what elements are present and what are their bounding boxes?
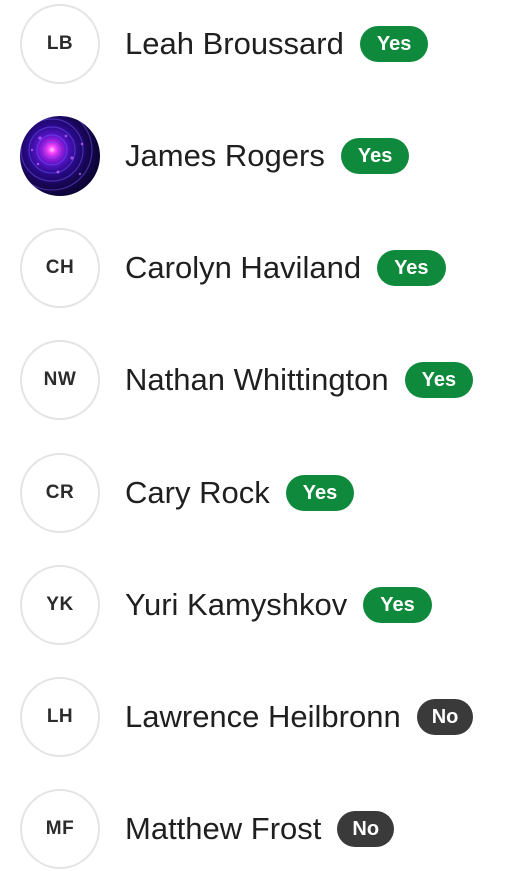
attendee-row[interactable] bbox=[0, 675, 517, 759]
status-badge: Yes bbox=[405, 362, 473, 398]
attendee-row[interactable] bbox=[0, 563, 517, 647]
attendee-name: Yuri Kamyshkov bbox=[125, 587, 348, 622]
attendee-name: Nathan Whittington bbox=[125, 362, 389, 397]
avatar: CR bbox=[20, 453, 100, 533]
avatar: MF bbox=[20, 789, 100, 869]
status-badge: No bbox=[337, 811, 394, 847]
avatar-photo bbox=[20, 116, 100, 196]
avatar: LH bbox=[20, 677, 100, 757]
avatar: CH bbox=[20, 228, 100, 308]
avatar: NW bbox=[20, 340, 100, 420]
avatar-photo-pattern bbox=[20, 116, 100, 196]
attendee-name: Cary Rock bbox=[125, 475, 270, 510]
attendee-row[interactable] bbox=[0, 451, 517, 535]
avatar: YK bbox=[20, 565, 100, 645]
attendee-row[interactable] bbox=[0, 114, 517, 198]
status-badge: Yes bbox=[377, 250, 445, 286]
status-badge: Yes bbox=[360, 26, 428, 62]
attendee-row[interactable] bbox=[0, 338, 517, 422]
avatar: LB bbox=[20, 4, 100, 84]
attendee-row[interactable] bbox=[0, 2, 517, 86]
attendee-name: Matthew Frost bbox=[125, 811, 322, 846]
attendee-name: Carolyn Haviland bbox=[125, 250, 362, 285]
status-badge: Yes bbox=[286, 475, 354, 511]
attendee-row[interactable] bbox=[0, 787, 517, 871]
attendee-name: Lawrence Heilbronn bbox=[125, 699, 401, 734]
attendee-row[interactable] bbox=[0, 226, 517, 310]
status-badge: Yes bbox=[363, 587, 431, 623]
attendee-name: James Rogers bbox=[125, 138, 325, 173]
status-badge: Yes bbox=[341, 138, 409, 174]
status-badge: No bbox=[417, 699, 474, 735]
attendee-name: Leah Broussard bbox=[125, 26, 344, 61]
